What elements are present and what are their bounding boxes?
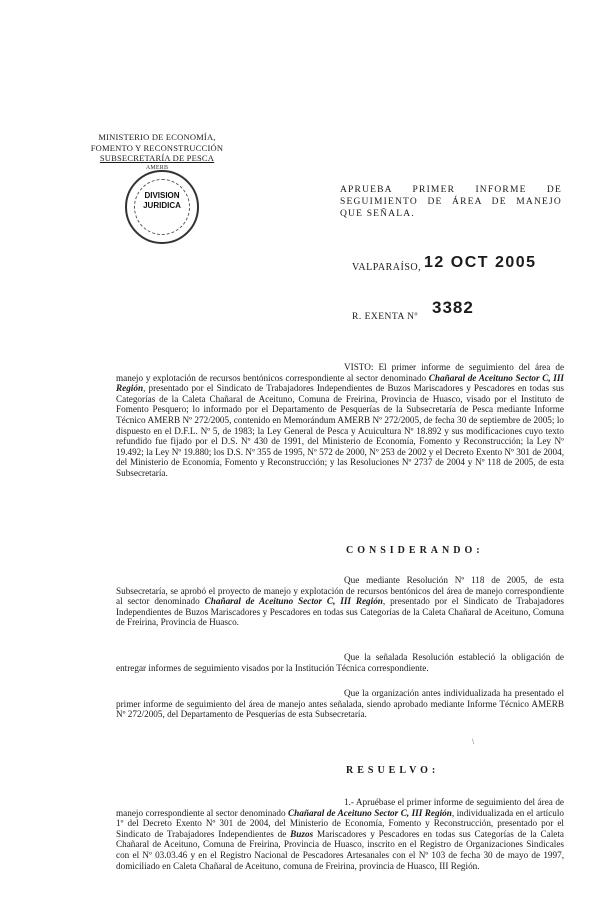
stray-mark: \ [472,737,475,746]
place-label: VALPARAÍSO, [352,262,422,273]
resuelvo-1-place-name: Chañaral de Aceituno Sector C, III Región [288,807,452,818]
stamp-text [127,191,197,211]
resolution-number: 3382 [432,298,474,317]
resuelvo-title: RESUELVO: [346,765,440,776]
considerando-1-text-1: esta Subsecretaría, se aprobó el proyecto de manejo y explotación de recursos bentónicos del área de manejo correspondiente al sector denominado [116,575,564,607]
ministry-line-4: AMERB [145,164,169,171]
ministry-line-2: FOMENTO Y RECONSTRUCCIÓN [90,142,224,153]
ministry-line-1: MINISTERIO DE ECONOMÍA, [98,132,216,142]
considerando-paragraph-1 [116,575,564,628]
resuelvo-1-lead: 1.- Apruébase el primer informe de seguimiento [344,797,522,807]
visto-lead: VISTO: El primer informe de seguimiento del [344,362,531,372]
considerando-2-lead: Que la señalada Resolución estableció la [344,652,507,662]
stamp-line-2: JURIDICA [143,201,181,210]
document-subject: APRUEBA PRIMER INFORME DE SEGUIMIENTO DE ÁREA DE MANEJO QUE SEÑALA. [340,185,562,219]
letterhead [72,132,242,172]
resuelvo-1-buzos: Buzos [290,828,314,839]
considerando-1-lead: Que mediante Resolución Nº 118 de 2005, de [344,575,543,585]
considerando-3-text: presentado el primer informe de seguimiento del área de manejo antes señalada, siendo aprobado mediante Informe Técnico AMERB Nº 272/2005, del Departamento de Pesquerías de esta Subsecretaría. [116,688,565,720]
visto-paragraph [116,362,564,479]
division-juridica-stamp [125,170,199,244]
resuelvo-paragraph-1 [116,797,564,871]
ministry-line-3: SUBSECRETARÍA DE PESCA [99,153,215,163]
date-stamp: 12 OCT 2005 [424,254,537,271]
considerando-title: CONSIDERANDO: [346,545,484,556]
considerando-2-text: obligación de entregar informes de seguimiento visados por la Institución Técnica correspondiente. [116,652,565,673]
resuelvo-1-text-2: , individualizada en el artículo 1º del Decreto Exento Nº 301 de 2004, del Ministerio de Economía, Fomento y Reconstrucción, presentado por el Sindicato de Trabajadores Independientes de [116,807,565,839]
stamp-line-1: DIVISION [144,191,180,200]
resolution-label: R. EXENTA Nº [352,312,418,322]
visto-place-name: Chañaral de Aceituno Sector C, III Región [116,372,564,394]
considerando-1-place-name: Chañaral de Aceituno Sector C, III Región [204,596,383,607]
visto-text-2: , presentado por el Sindicato de Trabajadores Independientes de Buzos Mariscadores y Pescadores en todas sus Categorías de la Caleta Chañaral de Aceituno, Comuna de Freirina, Provincia de Huasco, visado por el Instituto de Fomento Pesquero; lo informado por el Departamento de Pesquerías de la Subsecretaría de Pesca mediante Informe Técnico AMERB Nº 272/2005, contenido en Memorándum AMERB Nº 272/2005, de fecha 30 de septiembre de 2005; lo dispuesto en el D.F.L. Nº 5, de 1983; la Ley General de Pesca y Acuicultura Nº 18.892 y sus modificaciones cuyo texto refundido fue fijado por el D.S. Nº 430 de 1991, del Ministerio de Economía, Fomento y Reconstrucción; la Ley Nº 19.492; la Ley Nº 19.880; los D.S. Nº 355 de 1995, Nº 572 de 2000, Nº 253 de 2002 y el Decreto Exento Nº 301 de 2004, del Ministerio de Economía, Fomento y Reconstrucción; y las Resoluciones Nº 2737 de 2004 y Nº 118 de 2005, de esta Subsecretaría. [116,383,564,478]
visto-text-1: área de manejo y explotación de recursos bentónicos correspondiente al sector denominado [116,362,565,383]
resuelvo-1-text-1: del área de manejo correspondiente al sector denominado [116,797,564,818]
considerando-paragraph-3 [116,688,564,720]
resuelvo-1-text-3: Mariscadores y Pescadores en todas sus Categorías de la Caleta Chañaral de Aceituno, Comuna de Freirina, Provincia de Huasco, inscrito en el Registro de Organizaciones Sindicales con el Nº 03.03.46 y en el Registro Nacional de Pescadores Artesanales con el Nº 103 de fecha 30 de mayo de 1997, domiciliado en Caleta Chañaral de Aceituno, comuna de Freirina, provincia de Huasco, III Región. [116,828,564,871]
considerando-3-lead: Que la organización antes individualizada ha [344,688,512,698]
considerando-1-text-2: , presentado por el Sindicato de Trabajadores Independientes de Buzos Mariscadores y Pescadores en todas sus Categorías de la Caleta Chañaral de Aceituno, Comuna de Freirina, Provincia de Huasco. [116,596,564,628]
considerando-paragraph-2 [116,652,564,673]
